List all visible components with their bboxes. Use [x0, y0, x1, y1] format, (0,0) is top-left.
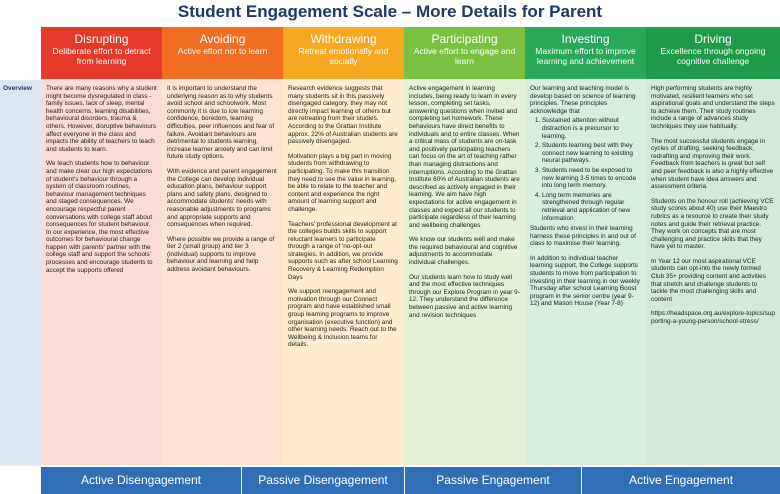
column-header — [41, 27, 162, 79]
column-body — [404, 79, 525, 465]
paragraph: High performing students are highly motivated, resilient learners who set aspirational goals and understand the steps to achieve them. Their study routines include a range of advances study techniques they use habitually. — [651, 85, 775, 130]
column-subtitle: Retreat emotionally and socially — [298, 46, 389, 66]
paragraph: In Year 12 our most aspirational VCE students can opt-into the newly formed Club 35+ providing content and activities that stretch and challenge students to tackle the most challenging skills and content — [651, 257, 766, 303]
paragraph: Teachers' professional development at the colleges builds skills to support reluctant learners to participate through a range of 'no-opt-out strategies. In addition, we provide supports such as after school Learning Recovery & Learning Redemption Days — [288, 220, 398, 281]
column-name: Withdrawing — [310, 32, 377, 46]
column-body — [283, 79, 404, 465]
column-header — [525, 27, 646, 79]
paragraph: Where possible we provide a range of tier 2 (small group) and tier 3 (individual) supports to improve behaviour and learning and help address avoidant behaviours. — [167, 235, 275, 274]
left-label-column — [0, 80, 41, 466]
column-body — [41, 79, 162, 465]
column-participating — [404, 27, 525, 465]
paragraph: With evidence and parent engagement the College can develop individual education plans, behaviour support plans and safety plans, designed to accommodate students' needs with reasonable adjustments to programs and appropriate supports and consequences when required. — [167, 167, 277, 229]
paragraph: Research evidence suggests that many students sit in this passively disengaged category, they may not directly impact learning of others but are retreating from their studies. According to the Grattan Institute approx. 22% of Australian students are passively disengaged. — [288, 85, 398, 146]
column-name: Disrupting — [74, 32, 129, 46]
column-disrupting — [41, 27, 162, 465]
column-name: Participating — [431, 32, 498, 46]
paragraph: The most successful students engage in cycles of drafting, seeking feedback, redrafting and improving their work. Feedback from teachers is great but self and peer feedback is also a highly effective when student have idea answers and assessment criteria. — [651, 137, 774, 191]
list-item: 2. Students learning best with they connect new learning to existing neural pathways. — [542, 142, 641, 165]
headspace-link[interactable]: https://headspace.org.au/explore-topics/supporting-a-young-person/school-stress/ — [651, 310, 775, 326]
column-withdrawing — [283, 27, 404, 465]
list-item: 1. Sustained attention without distraction is a precursor to learning. — [542, 117, 641, 140]
column-subtitle: Deliberate effort to detract from learning — [52, 46, 151, 66]
paragraph: It is important to understand the underlying reason as to why students avoid school and schoolwork. Most commonly it is due to low learning confidence, boredom, learning difficulties, peer influences and fear of failure. Avoidant behaviours are detrimental to students learning, increase learner anxiety and can limit future study options. — [167, 85, 275, 161]
footer-passive-engagement: Passive Engagement — [405, 467, 581, 494]
column-header — [283, 27, 404, 79]
column-body — [162, 79, 283, 465]
footer-active-engagement: Active Engagement — [582, 467, 780, 494]
column-header — [404, 27, 525, 79]
paragraph: Active engagement in learning includes, being ready to learn in every lesson, completing set tasks, answering questions when invited and completing set homework. These behaviours have direct benefits to individuals and to entire classes. When a critical mass of students are on-task and positively participating teachers can focus on the art of teaching rather than managing distractions and interruptions. According to the Grattan Institute 60% of Australian students are described as actively engaged in their learning. We aim have high expectations for active engagement in classes and expect all our students to participate regardless of their learning and wellbeing challenges — [409, 85, 520, 229]
overview-label: Overview — [3, 85, 32, 92]
list-item: 4. Long term memories are strengthened through regular retrieval and application of new information — [542, 192, 641, 222]
column-header — [646, 27, 780, 79]
paragraph: Motivation plays a big part in moving students from withdrawing to participating. To make this transition they need to see the value in learning, be able to relate to the teacher and content and experience the right amount of learning support and challenge. — [288, 152, 397, 213]
column-body — [525, 79, 646, 465]
footer-active-disengagement: Active Disengagement — [41, 467, 241, 494]
list-item: 3. Students need to be exposed to new learning 3-5 times to encode into long term memory. — [542, 167, 641, 190]
column-name: Investing — [561, 32, 610, 46]
column-header — [162, 27, 283, 79]
page-title: Student Engagement Scale – More Details for Parent — [177, 2, 603, 21]
column-subtitle: Active effort not to learn — [177, 46, 268, 56]
footer-passive-disengagement: Passive Disengagement — [242, 467, 404, 494]
column-avoiding — [162, 27, 283, 465]
paragraph: We teach students how to behaviour and make clear our high expectations of student's behaviour through a system of classroom routines, behaviour management techniques and staged consequences. We encourage respectful parent conversations with college staff about consequences for student behaviour. In our experience, the most effective outcomes for behavioural change happen with parents' partner with the college staff and support the schools' processes and encourage students to accept the supports offered — [46, 160, 153, 274]
paragraph: In addition to individual teacher learning support, the College supports students to move from participation to investing in their learning in our weekly Thursday after school Learning Boost program in the senior centre (year 9-12) and Mason House (Year 7-8) — [530, 254, 640, 308]
paragraph: Our learning and teaching model is develop based on science of learning principles. These principles acknowledge that — [530, 85, 636, 115]
column-name: Avoiding — [199, 32, 246, 46]
column-body — [646, 79, 780, 465]
paragraph: Students on the honour roll (achieving VCE study scores about 40) use their Maestro rubrics as a resource to create their study notes and guide their retrieval practice. They work on concepts that are most challenging and practice skills that they have yet to master. — [651, 197, 774, 251]
paragraph: We support reengagement and motivation through our Connect program and have established small group learning programs to improve organisation (executive function) and other learning needs. Reach out to the Wellbeing & Inclusion teams for details. — [288, 288, 397, 349]
paragraph: There are many reasons why a student might become dysregulated in class - family issues, lack of sleep, mental health concerns, learning disabilities, behavioural disorders, trauma & others. However, disruptive behaviours affect everyone in the class and impacts the ability of teachers to teach and students to learn. — [46, 85, 157, 153]
column-name: Driving — [694, 32, 732, 46]
paragraph: Students who invest in their learning harness these principles in and out of class to maximise their learning. — [530, 225, 636, 248]
column-subtitle: Excellence through ongoing cognitive challenge — [660, 46, 766, 66]
column-driving — [646, 27, 780, 465]
paragraph: Our students learn how to study well and the most effective techniques through our Explore Program in year 9-12. They understand the difference between passive and active learning and revision techniques — [409, 273, 520, 319]
column-subtitle: Active effort to engage and learn — [413, 46, 516, 66]
column-investing — [525, 27, 646, 465]
column-subtitle: Maximum effort to improve learning and achievement — [535, 46, 636, 66]
principles-list — [530, 117, 641, 222]
paragraph: We know our students well and make the required behavioural and cognitive adjustments to accommodate individual challenges. — [409, 236, 518, 267]
